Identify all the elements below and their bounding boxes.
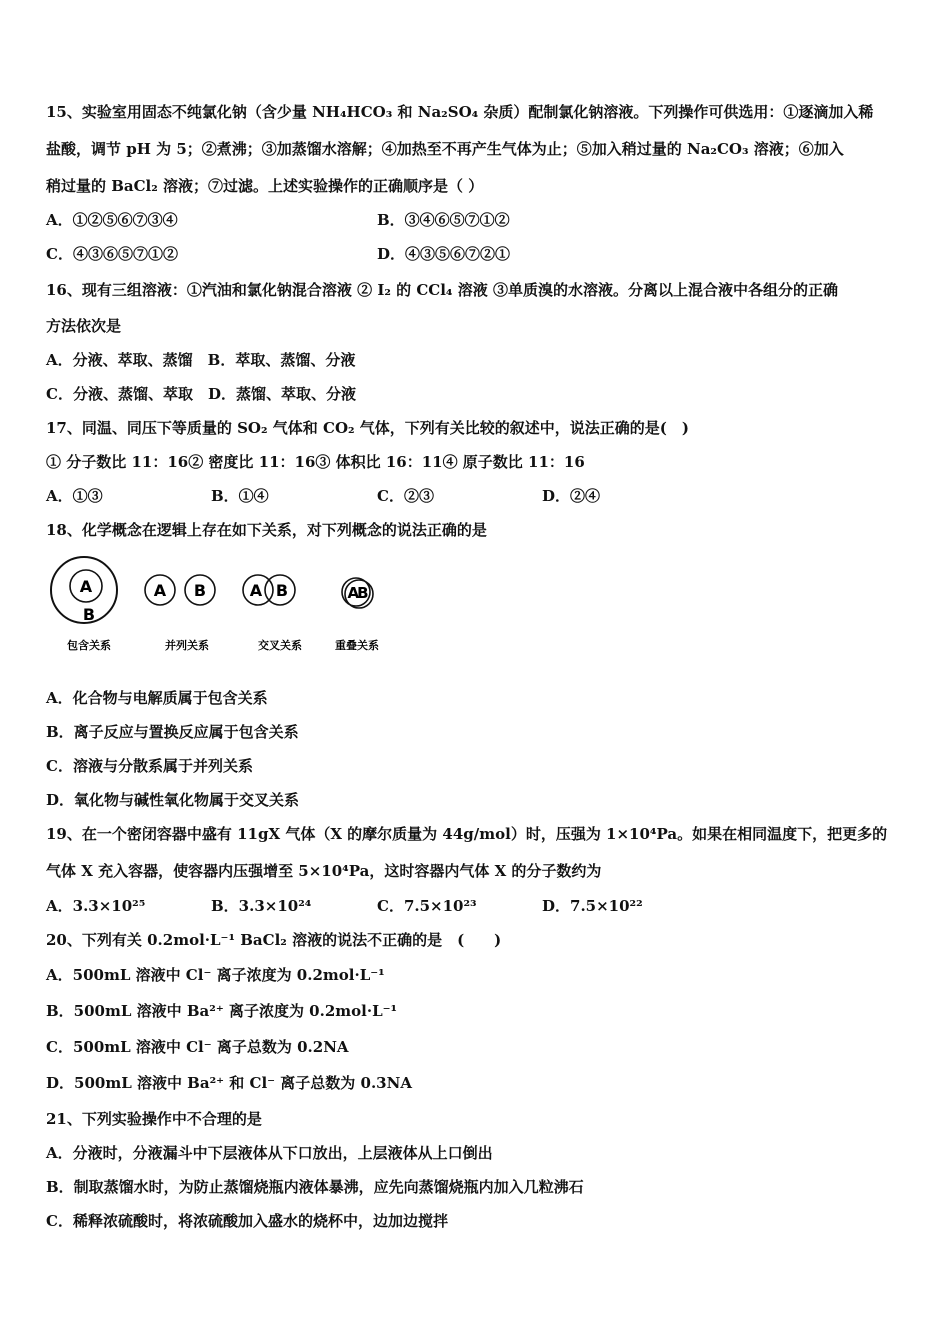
q20-option-c: C．500mL 溶液中 Cl⁻ 离子总数为 0.2NA	[46, 1038, 349, 1056]
q18-stem-line1: 18、化学概念在逻辑上存在如下关系，对下列概念的说法正确的是	[46, 521, 487, 539]
caption-intersection: 交叉关系	[258, 639, 302, 652]
q16-options-cd: C．分液、蒸馏、萃取 D．蒸馏、萃取、分液	[46, 385, 356, 403]
q17-option-b: B．①④	[211, 487, 269, 505]
q15-stem-line1: 15、实验室用固态不纯氯化钠（含少量 NH₄HCO₃ 和 Na₂SO₄ 杂质）配制氯化钠溶液。下列操作可供选用：①逐滴加入稀	[46, 103, 874, 121]
intersect-label-b: B	[275, 581, 289, 600]
q15-stem-line3: 稍过量的 BaCl₂ 溶液；⑦过滤。上述实验操作的正确顺序是（ ）	[46, 177, 484, 195]
q20-option-a: A．500mL 溶液中 Cl⁻ 离子浓度为 0.2mol·L⁻¹	[46, 966, 385, 984]
q17-stem-line1: 17、同温、同压下等质量的 SO₂ 气体和 CO₂ 气体，下列有关比较的叙述中，说法正确的是( )	[46, 419, 690, 437]
inclusion-label-a: A	[79, 577, 93, 596]
q15-option-c: C．④③⑥⑤⑦①②	[46, 245, 178, 263]
q17-option-a: A．①③	[46, 487, 103, 505]
q17-stem-line2: ① 分子数比 11：16② 密度比 11：16③ 体积比 16：11④ 原子数比 11：16	[46, 453, 585, 471]
q16-stem-line2: 方法依次是	[46, 317, 122, 335]
parallel-label-a: A	[153, 581, 167, 600]
q20-option-d: D．500mL 溶液中 Ba²⁺ 和 Cl⁻ 离子总数为 0.3NA	[46, 1074, 412, 1092]
q18-option-c: C．溶液与分散系属于并列关系	[46, 757, 253, 775]
inclusion-label-b: B	[82, 605, 96, 624]
q15-option-b: B．③④⑥⑤⑦①②	[377, 211, 510, 229]
q18-option-d: D．氧化物与碱性氧化物属于交叉关系	[46, 791, 300, 809]
q19-option-a: A．3.3×10²⁵	[46, 897, 146, 915]
q16-stem-line1: 16、现有三组溶液：①汽油和氯化钠混合溶液 ② I₂ 的 CCl₄ 溶液 ③单质溴的水溶液。分离以上混合液中各组分的正确	[46, 281, 838, 299]
q20-option-b: B．500mL 溶液中 Ba²⁺ 离子浓度为 0.2mol·L⁻¹	[46, 1002, 398, 1020]
q15-option-a: A．①②⑤⑥⑦③④	[46, 211, 178, 229]
parallel-label-b: B	[193, 581, 207, 600]
q21-option-c: C．稀释浓硫酸时，将浓硫酸加入盛水的烧杯中，边加边搅拌	[46, 1212, 448, 1230]
q21-stem-line1: 21、下列实验操作中不合理的是	[46, 1110, 262, 1128]
q19-stem-line1: 19、在一个密闭容器中盛有 11gX 气体（X 的摩尔质量为 44g/mol）时，压强为 1×10⁴Pa。如果在相同温度下，把更多的	[46, 825, 888, 843]
q18-option-b: B．离子反应与置换反应属于包含关系	[46, 723, 299, 741]
q19-option-b: B．3.3×10²⁴	[211, 897, 312, 915]
intersect-label-a: A	[249, 581, 263, 600]
overlap-label-ab: AB	[347, 584, 367, 602]
caption-overlap: 重叠关系	[335, 639, 379, 652]
caption-parallel: 并列关系	[165, 639, 209, 652]
q17-option-d: D．②④	[542, 487, 601, 505]
q20-stem-line1: 20、下列有关 0.2mol·L⁻¹ BaCl₂ 溶液的说法不正确的是 ( )	[46, 931, 502, 949]
q19-option-c: C．7.5×10²³	[377, 897, 477, 915]
q15-option-d: D．④③⑤⑥⑦②①	[377, 245, 511, 263]
q16-options-ab: A．分液、萃取、蒸馏 B．萃取、蒸馏、分液	[46, 351, 356, 369]
q17-option-c: C．②③	[377, 487, 434, 505]
q15-stem-line2: 盐酸，调节 pH 为 5；②煮沸；③加蒸馏水溶解；④加热至不再产生气体为止；⑤加入稍过量的 Na₂CO₃ 溶液；⑥加入	[46, 140, 844, 158]
q19-stem-line2: 气体 X 充入容器，使容器内压强增至 5×10⁴Pa，这时容器内气体 X 的分子数约为	[46, 862, 602, 880]
relationship-diagram	[46, 548, 396, 658]
q19-option-d: D．7.5×10²²	[542, 897, 643, 915]
q18-option-a: A．化合物与电解质属于包含关系	[46, 689, 268, 707]
q21-option-a: A．分液时，分液漏斗中下层液体从下口放出，上层液体从上口倒出	[46, 1144, 493, 1162]
caption-inclusion: 包含关系	[67, 639, 111, 652]
q21-option-b: B．制取蒸馏水时，为防止蒸馏烧瓶内液体暴沸，应先向蒸馏烧瓶内加入几粒沸石	[46, 1178, 584, 1196]
